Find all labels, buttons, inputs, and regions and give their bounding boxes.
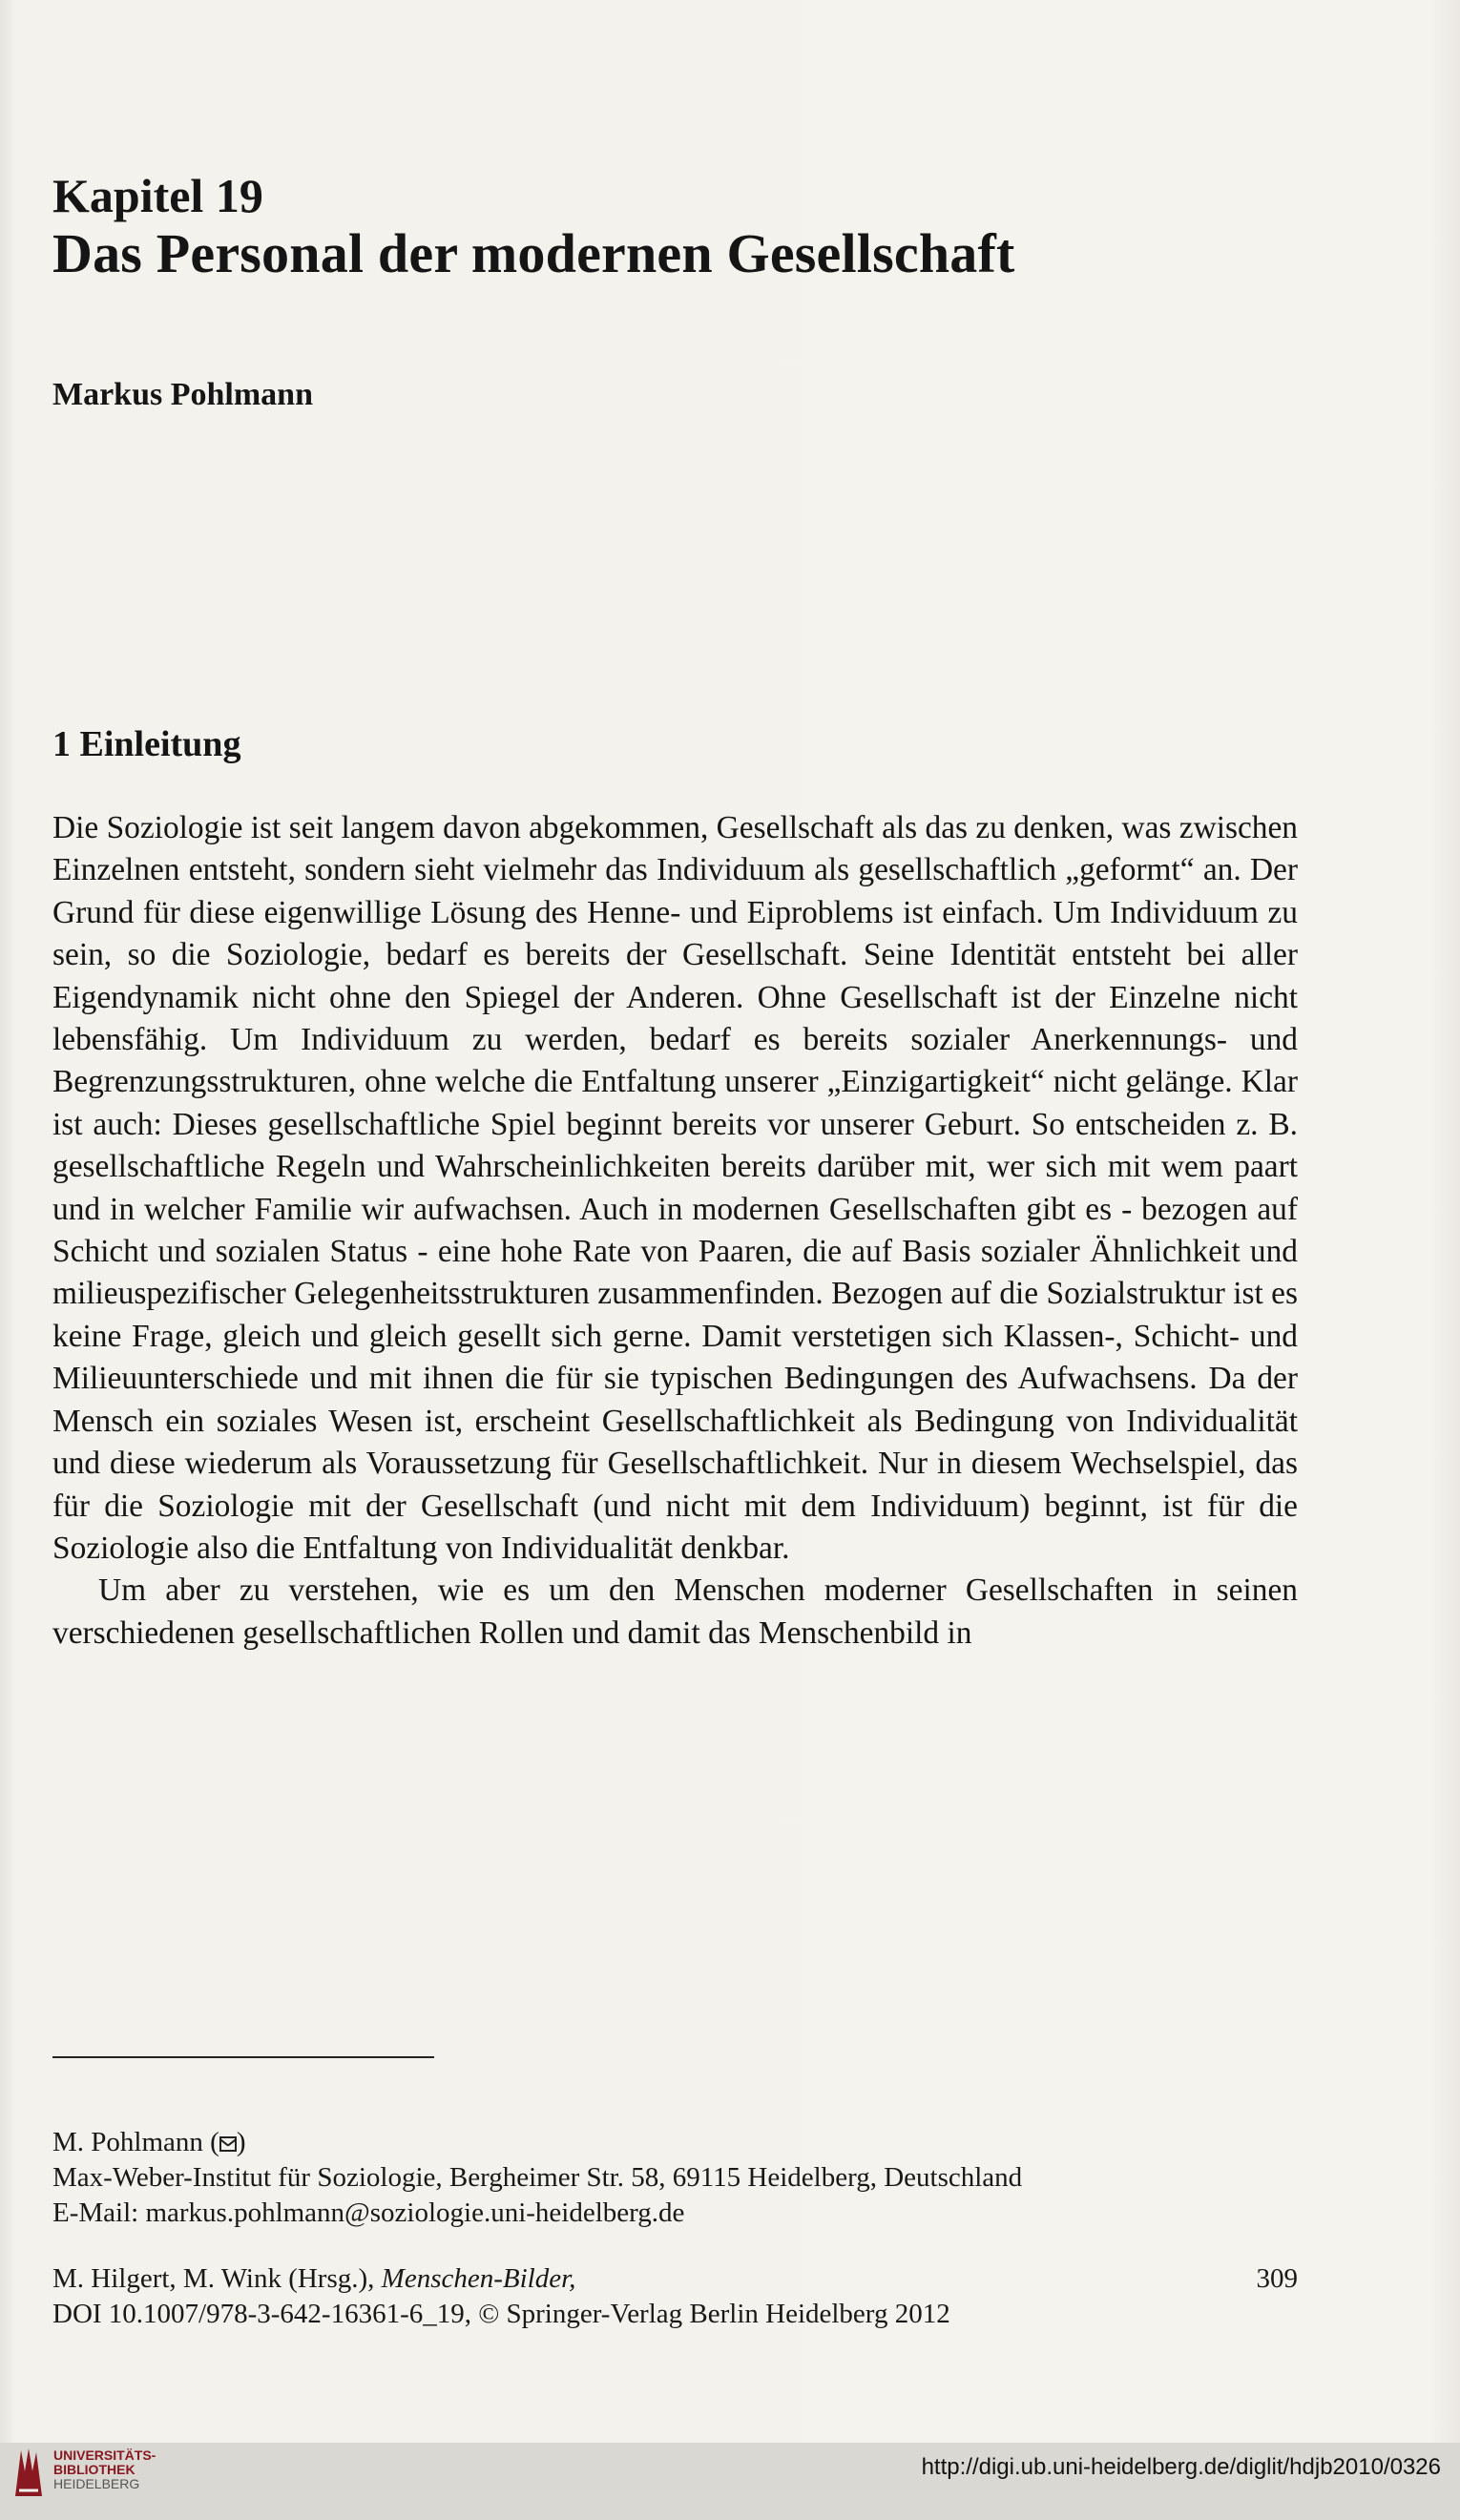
logo-line: BIBLIOTHEK: [53, 2462, 136, 2477]
biblio-doi: DOI 10.1007/978-3-642-16361-6_19, © Springer-Verlag Berlin Heidelberg 2012: [52, 2299, 950, 2329]
author-footnote: [52, 2125, 1255, 2231]
bleed-through-text: [57, 50, 64, 78]
envelope-icon: [219, 2136, 237, 2152]
footnote-institute: Max-Weber-Institut für Soziologie, Bergheimer Str. 58, 69115 Heidelberg, Deutschland: [52, 2162, 1023, 2193]
library-logo-text: [53, 2448, 156, 2491]
paragraph: Die Soziologie ist seit langem davon abgekommen, Gesellschaft als das zu denken, was zwischen Einzelnen entsteht, sondern sieht vielmehr das Individuum als gesellschaftlich „geformt“ an. Der Grund für diese eigenwillige Lösung des Henne- und Eiproblems ist einfach. Um Individuum zu sein, so die Soziologie, bedarf es bereits der Gesellschaft. Seine Identität entsteht bei aller Eigendynamik nicht ohne den Spiegel der Anderen. Ohne Gesellschaft ist der Einzelne nicht lebensfähig. Um Individuum zu werden, bedarf es bereits sozialer Anerkennungs- und Begrenzungsstrukturen, ohne welche die Entfaltung unserer „Einzigartigkeit“ nicht gelänge. Klar ist auch: Dieses gesellschaftliche Spiel beginnt bereits vor unserer Geburt. So entscheiden z. B. gesellschaftliche Regeln und Wahrscheinlichkeiten bereits darüber mit, wer sich mit wem paart und in welcher Familie wir aufwachsen. Auch in modernen Gesellschaften gibt es - bezogen auf Schicht und sozialen Status - eine hohe Rate von Paaren, die auf Basis sozialer Ähnlichkeit und milieuspezifischer Gelegenheitsstrukturen zusammenfinden. Bezogen auf die Sozialstruktur ist es keine Frage, gleich und gleich gesellt sich gerne. Damit verstetigen sich Klassen-, Schicht- und Milieuunterschiede und mit ihnen die für sie typischen Bedingungen des Aufwachsens. Da der Mensch ein soziales Wesen ist, erscheint Gesellschaftlichkeit als Bedingung von Individualität und diese wiederum als Voraussetzung für Gesellschaftlichkeit. Nur in diesem Wechselspiel, das für die Soziologie mit der Gesellschaft (und nicht mit dem Individuum) beginnt, ist für die Soziologie also die Entfaltung von Individualität denkbar.: [52, 810, 1298, 1566]
viewer-footer: [0, 2443, 1460, 2520]
chapter-title: Das Personal der modernen Gesellschaft: [52, 222, 1015, 284]
biblio-editors: M. Hilgert, M. Wink (Hrsg.),: [52, 2263, 382, 2294]
section-heading: 1 Einleitung: [52, 724, 241, 764]
footnote-author-line: [52, 2125, 1255, 2160]
biblio-citation-line: [52, 2261, 1298, 2297]
library-logo-icon: [11, 2443, 46, 2500]
page-number: 309: [1256, 2263, 1298, 2294]
footnote-author-name: M. Pohlmann (: [52, 2127, 219, 2157]
permalink-url[interactable]: http://digi.ub.uni-heidelberg.de/diglit/hdjb2010/0326: [921, 2454, 1441, 2480]
biblio-book-title: Menschen-Bilder,: [381, 2263, 576, 2294]
page-content: [52, 168, 1298, 1655]
footnote-email[interactable]: E-Mail: markus.pohlmann@soziologie.uni-heidelberg.de: [52, 2197, 685, 2228]
footnote-divider: [52, 2056, 434, 2058]
bibliographic-info: [52, 2261, 1298, 2332]
logo-line: UNIVERSITÄTS-: [53, 2447, 156, 2463]
paragraph: Um aber zu verstehen, wie es um den Menschen moderner Gesellschaften in seinen verschiedenen gesellschaftlichen Rollen und damit das Menschenbild in: [52, 1572, 1298, 1651]
footnote-author-close: ): [236, 2127, 246, 2157]
author-name: Markus Pohlmann: [52, 377, 313, 412]
body-text: [52, 807, 1298, 1655]
chapter-label: Kapitel 19: [52, 169, 263, 222]
logo-line: HEIDELBERG: [53, 2476, 140, 2491]
